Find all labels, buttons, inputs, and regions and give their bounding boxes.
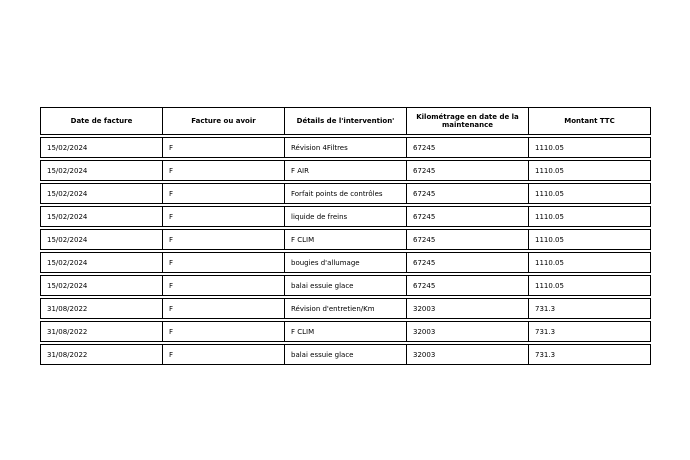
cell-type: F	[162, 229, 284, 250]
cell-type: F	[162, 252, 284, 273]
header-amount: Montant TTC	[528, 107, 651, 135]
cell-mileage: 67245	[406, 275, 528, 296]
header-date: Date de facture	[40, 107, 162, 135]
cell-mileage: 67245	[406, 160, 528, 181]
cell-type: F	[162, 344, 284, 365]
cell-amount: 731.3	[528, 344, 651, 365]
cell-details: Révision d'entretien/Km	[284, 298, 406, 319]
cell-date: 15/02/2024	[40, 183, 162, 204]
header-type: Facture ou avoir	[162, 107, 284, 135]
cell-date: 31/08/2022	[40, 321, 162, 342]
table-row	[40, 321, 651, 342]
cell-amount: 1110.05	[528, 229, 651, 250]
cell-type: F	[162, 298, 284, 319]
header-row	[40, 107, 651, 135]
cell-mileage: 67245	[406, 137, 528, 158]
cell-details: bougies d'allumage	[284, 252, 406, 273]
cell-date: 15/02/2024	[40, 252, 162, 273]
cell-mileage: 32003	[406, 321, 528, 342]
cell-details: liquide de freins	[284, 206, 406, 227]
table-row	[40, 137, 651, 158]
table-row	[40, 183, 651, 204]
cell-details: Forfait points de contrôles	[284, 183, 406, 204]
cell-type: F	[162, 183, 284, 204]
cell-amount: 1110.05	[528, 206, 651, 227]
cell-date: 15/02/2024	[40, 206, 162, 227]
table-row	[40, 160, 651, 181]
cell-type: F	[162, 321, 284, 342]
table-row	[40, 252, 651, 273]
cell-details: balai essuie glace	[284, 275, 406, 296]
cell-amount: 1110.05	[528, 252, 651, 273]
cell-mileage: 67245	[406, 206, 528, 227]
cell-type: F	[162, 206, 284, 227]
cell-date: 15/02/2024	[40, 275, 162, 296]
cell-mileage: 67245	[406, 183, 528, 204]
cell-amount: 1110.05	[528, 160, 651, 181]
cell-details: F AIR	[284, 160, 406, 181]
table-row	[40, 344, 651, 365]
cell-amount: 1110.05	[528, 275, 651, 296]
cell-details: F CLIM	[284, 321, 406, 342]
header-details: Détails de l'intervention'	[284, 107, 406, 135]
cell-date: 15/02/2024	[40, 160, 162, 181]
cell-amount: 731.3	[528, 321, 651, 342]
cell-amount: 1110.05	[528, 137, 651, 158]
cell-mileage: 32003	[406, 298, 528, 319]
cell-mileage: 32003	[406, 344, 528, 365]
cell-type: F	[162, 275, 284, 296]
cell-date: 31/08/2022	[40, 344, 162, 365]
cell-details: F CLIM	[284, 229, 406, 250]
cell-date: 15/02/2024	[40, 137, 162, 158]
table-row	[40, 206, 651, 227]
table-row	[40, 298, 651, 319]
cell-type: F	[162, 160, 284, 181]
cell-mileage: 67245	[406, 229, 528, 250]
maintenance-table-container	[40, 105, 651, 367]
cell-amount: 1110.05	[528, 183, 651, 204]
table-row	[40, 275, 651, 296]
cell-details: Révision 4Filtres	[284, 137, 406, 158]
cell-mileage: 67245	[406, 252, 528, 273]
cell-date: 15/02/2024	[40, 229, 162, 250]
maintenance-table	[40, 105, 651, 367]
cell-date: 31/08/2022	[40, 298, 162, 319]
cell-details: balai essuie glace	[284, 344, 406, 365]
header-mileage: Kilométrage en date de la maintenance	[406, 107, 528, 135]
cell-type: F	[162, 137, 284, 158]
table-row	[40, 229, 651, 250]
cell-amount: 731.3	[528, 298, 651, 319]
